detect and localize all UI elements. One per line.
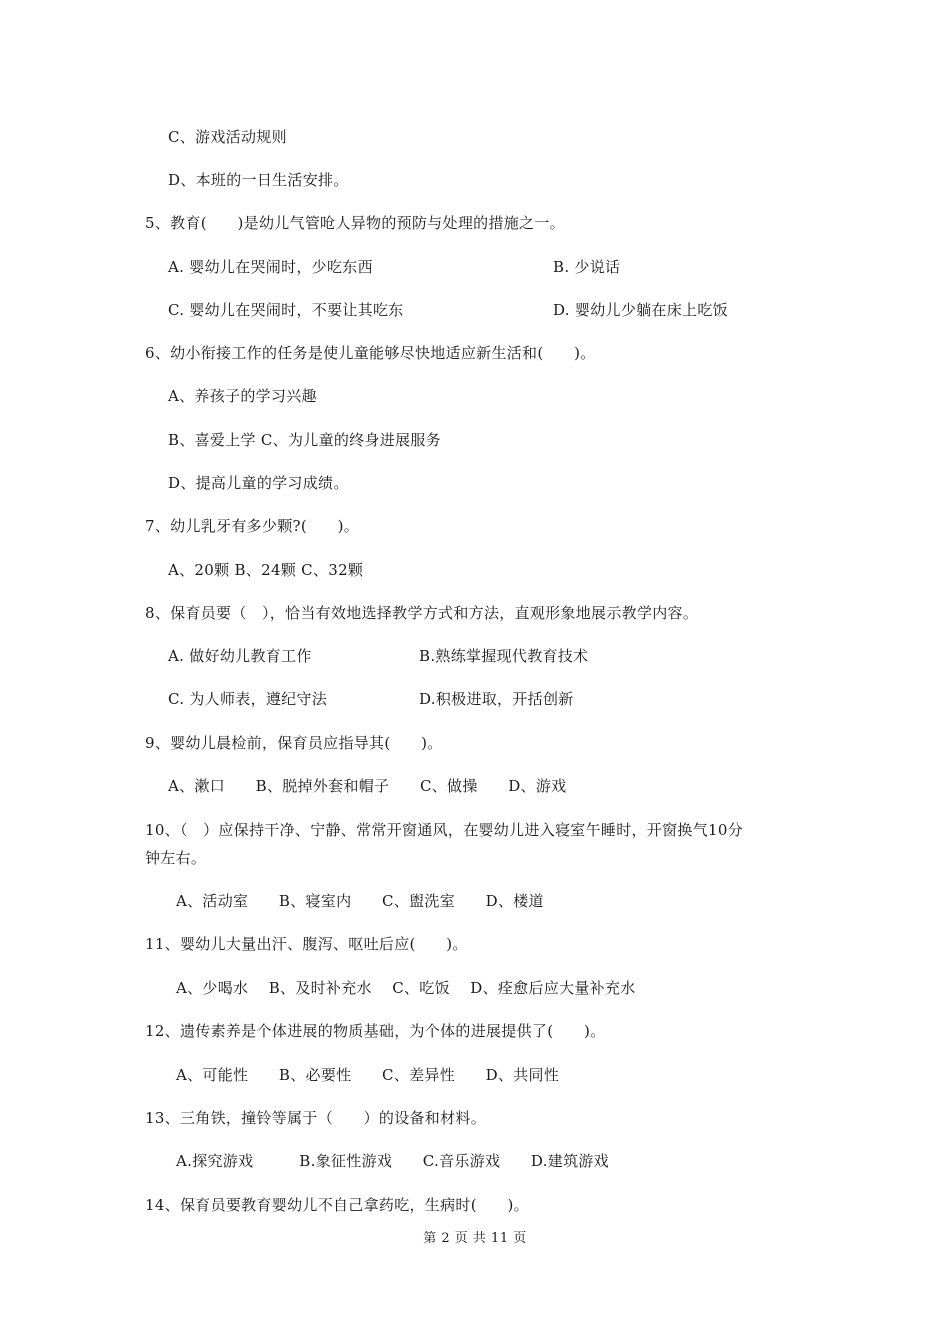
q8-option-d: D.积极进取，开括创新 xyxy=(419,690,574,708)
q8-option-b: B.熟练掌握现代教育技术 xyxy=(419,647,589,665)
q13-options: A.探究游戏 B.象征性游戏 C.音乐游戏 D.建筑游戏 xyxy=(176,1152,609,1170)
option-d-daily-schedule: D、本班的一日生活安排。 xyxy=(168,171,349,189)
q8-option-a: A. 做好幼儿教育工作 xyxy=(168,647,312,665)
question-9: 9、婴幼儿晨检前，保育员应指导其( )。 xyxy=(145,734,443,752)
q5-option-a: A. 婴幼儿在哭闹时，少吃东西 xyxy=(168,258,373,276)
q6-option-d: D、提高儿童的学习成绩。 xyxy=(168,474,349,492)
question-14: 14、保育员要教育婴幼儿不自己拿药吃，生病时( )。 xyxy=(145,1196,529,1214)
q11-options: A、少喝水 B、及时补充水 C、吃饭 D、痊愈后应大量补充水 xyxy=(176,979,636,997)
q5-option-b: B. 少说话 xyxy=(553,258,621,276)
q12-options: A、可能性 B、必要性 C、差异性 D、共同性 xyxy=(176,1066,560,1084)
question-6: 6、幼小衔接工作的任务是使儿童能够尽快地适应新生活和( )。 xyxy=(145,344,596,362)
q6-option-a: A、养孩子的学习兴趣 xyxy=(168,387,317,405)
q5-option-d: D. 婴幼儿少躺在床上吃饭 xyxy=(553,301,728,319)
question-8: 8、保育员要（ ），恰当有效地选择教学方式和方法，直观形象地展示教学内容。 xyxy=(145,604,699,622)
page-number-footer: 第 2 页 共 11 页 xyxy=(423,1231,527,1246)
question-10: 10、（ ）应保持干净、宁静、常常开窗通风，在婴幼儿进入寝室午睡时，开窗换气10分 xyxy=(145,821,743,839)
q7-options: A、20颗 B、24颗 C、32颗 xyxy=(168,561,364,579)
question-7: 7、幼儿乳牙有多少颗?( )。 xyxy=(145,517,360,535)
question-13: 13、三角铁，撞铃等属于（ ）的设备和材料。 xyxy=(145,1109,486,1127)
question-11: 11、婴幼儿大量出汗、腹泻、呕吐后应( )。 xyxy=(145,935,468,953)
q5-option-c: C. 婴幼儿在哭闹时，不要让其吃东 xyxy=(168,301,404,319)
question-10-continued: 钟左右。 xyxy=(145,849,207,867)
q6-option-b-c: B、喜爱上学 C、为儿童的终身进展服务 xyxy=(168,431,441,449)
option-c-game-rules: C、游戏活动规则 xyxy=(168,128,287,146)
question-12: 12、遗传素养是个体进展的物质基础，为个体的进展提供了( )。 xyxy=(145,1022,606,1040)
q8-option-c: C. 为人师表，遵纪守法 xyxy=(168,690,328,708)
question-5: 5、教育( )是幼儿气管呛人异物的预防与处理的措施之一。 xyxy=(145,214,565,232)
q10-options: A、活动室 B、寝室内 C、盥洗室 D、楼道 xyxy=(176,892,544,910)
q9-options: A、漱口 B、脱掉外套和帽子 C、做操 D、游戏 xyxy=(168,777,567,795)
